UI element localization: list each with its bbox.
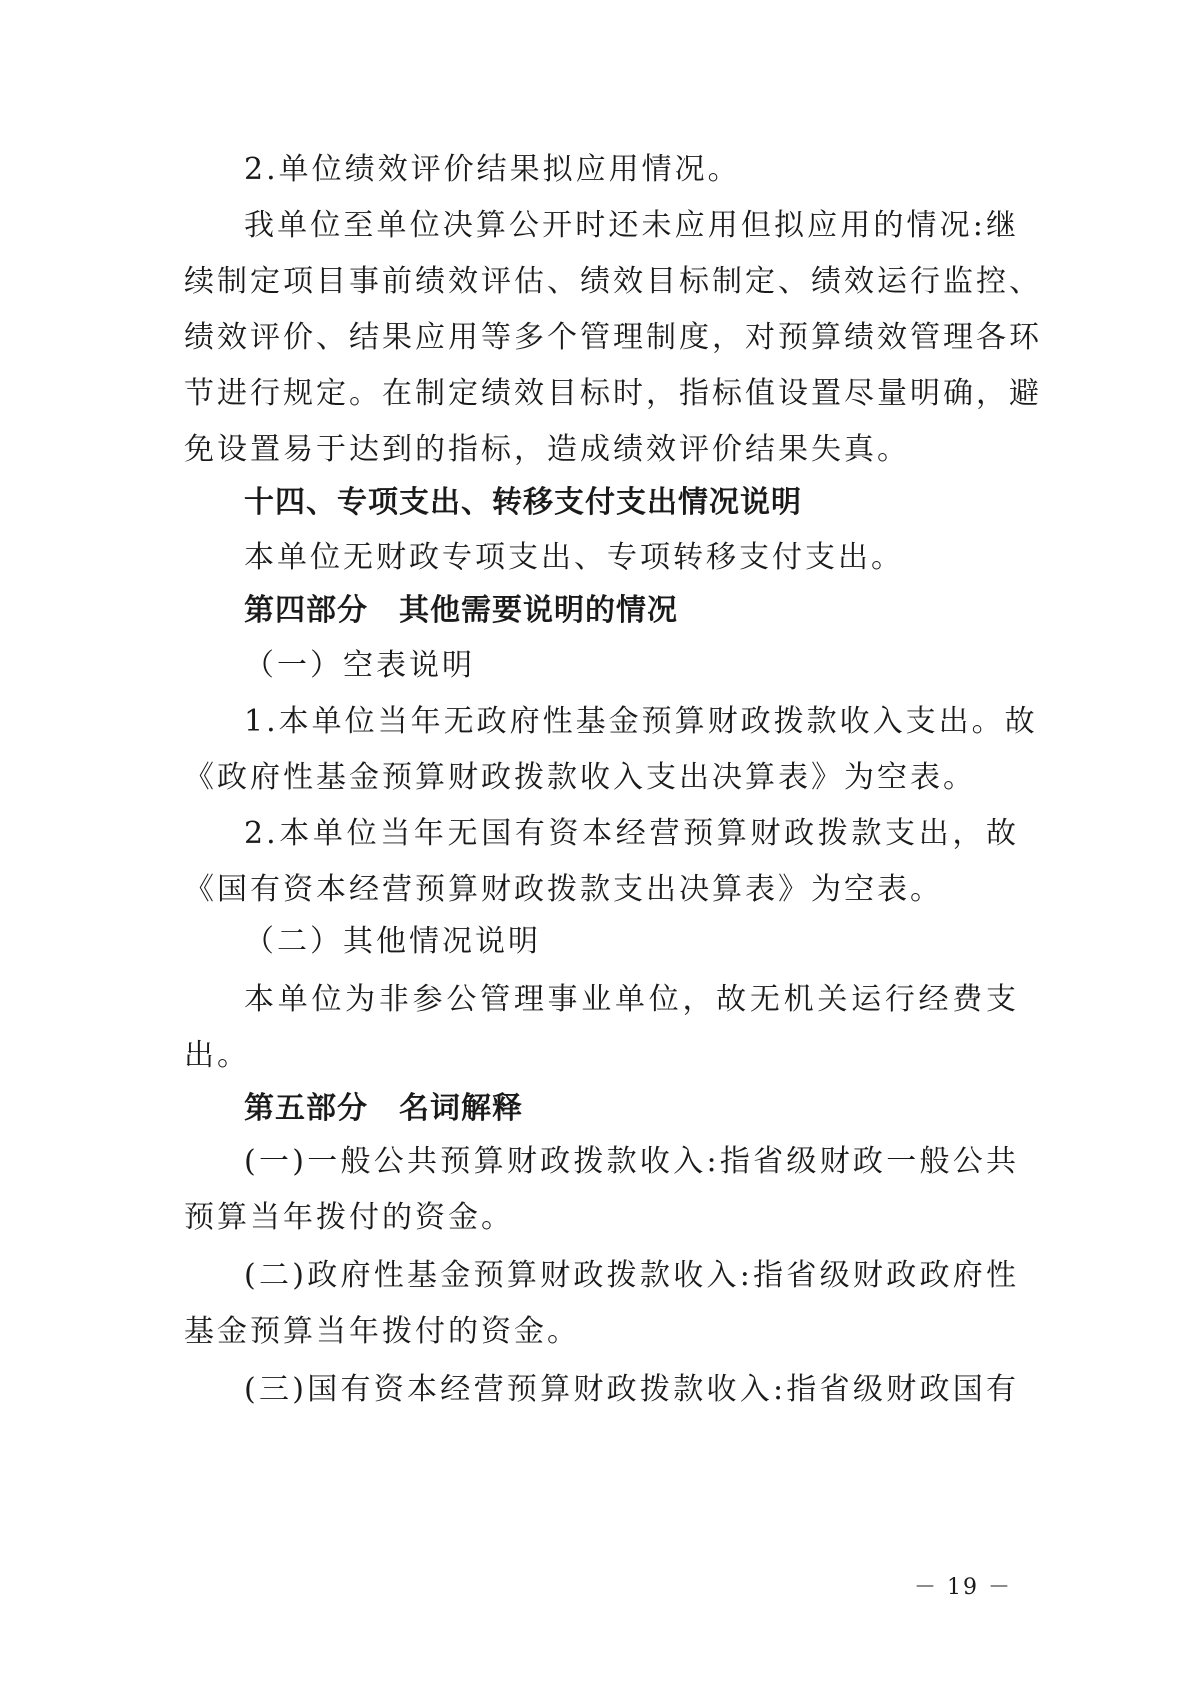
page-number: － 19 － <box>914 1575 1012 1600</box>
part-heading: 第五部分 名词解释 <box>244 1091 523 1126</box>
section-heading: 十四、专项支出、转移支付支出情况说明 <box>244 485 802 520</box>
text-line: 绩效评价、结果应用等多个管理制度，对预算绩效管理各环 <box>184 320 1042 355</box>
text-line: 1.本单位当年无政府性基金预算财政拨款收入支出。故 <box>244 704 1038 739</box>
text-line: 本单位为非参公管理事业单位，故无机关运行经费支 <box>244 982 1019 1017</box>
text-line: 本单位无财政专项支出、专项转移支付支出。 <box>244 540 904 575</box>
text-line: 预算当年拨付的资金。 <box>184 1200 514 1235</box>
subsection-heading: （一）空表说明 <box>244 648 475 683</box>
text-line: (一)一般公共预算财政拨款收入:指省级财政一般公共 <box>244 1144 1019 1179</box>
text-line: 我单位至单位决算公开时还未应用但拟应用的情况:继 <box>244 208 1019 243</box>
text-line: 基金预算当年拨付的资金。 <box>184 1314 580 1349</box>
subsection-heading: （二）其他情况说明 <box>244 924 541 959</box>
text-line: 2.本单位当年无国有资本经营预算财政拨款支出，故 <box>244 816 1019 851</box>
text-line: (二)政府性基金预算财政拨款收入:指省级财政政府性 <box>244 1258 1019 1293</box>
text-line: 续制定项目事前绩效评估、绩效目标制定、绩效运行监控、 <box>184 264 1042 299</box>
text-line: 节进行规定。在制定绩效目标时，指标值设置尽量明确，避 <box>184 376 1042 411</box>
text-line: 2.单位绩效评价结果拟应用情况。 <box>244 152 741 187</box>
text-line: 《政府性基金预算财政拨款收入支出决算表》为空表。 <box>184 760 976 795</box>
part-heading: 第四部分 其他需要说明的情况 <box>244 593 678 628</box>
text-line: 《国有资本经营预算财政拨款支出决算表》为空表。 <box>184 872 943 907</box>
text-line: (三)国有资本经营预算财政拨款收入:指省级财政国有 <box>244 1372 1019 1407</box>
text-line: 免设置易于达到的指标，造成绩效评价结果失真。 <box>184 432 910 467</box>
text-line: 出。 <box>184 1038 250 1073</box>
